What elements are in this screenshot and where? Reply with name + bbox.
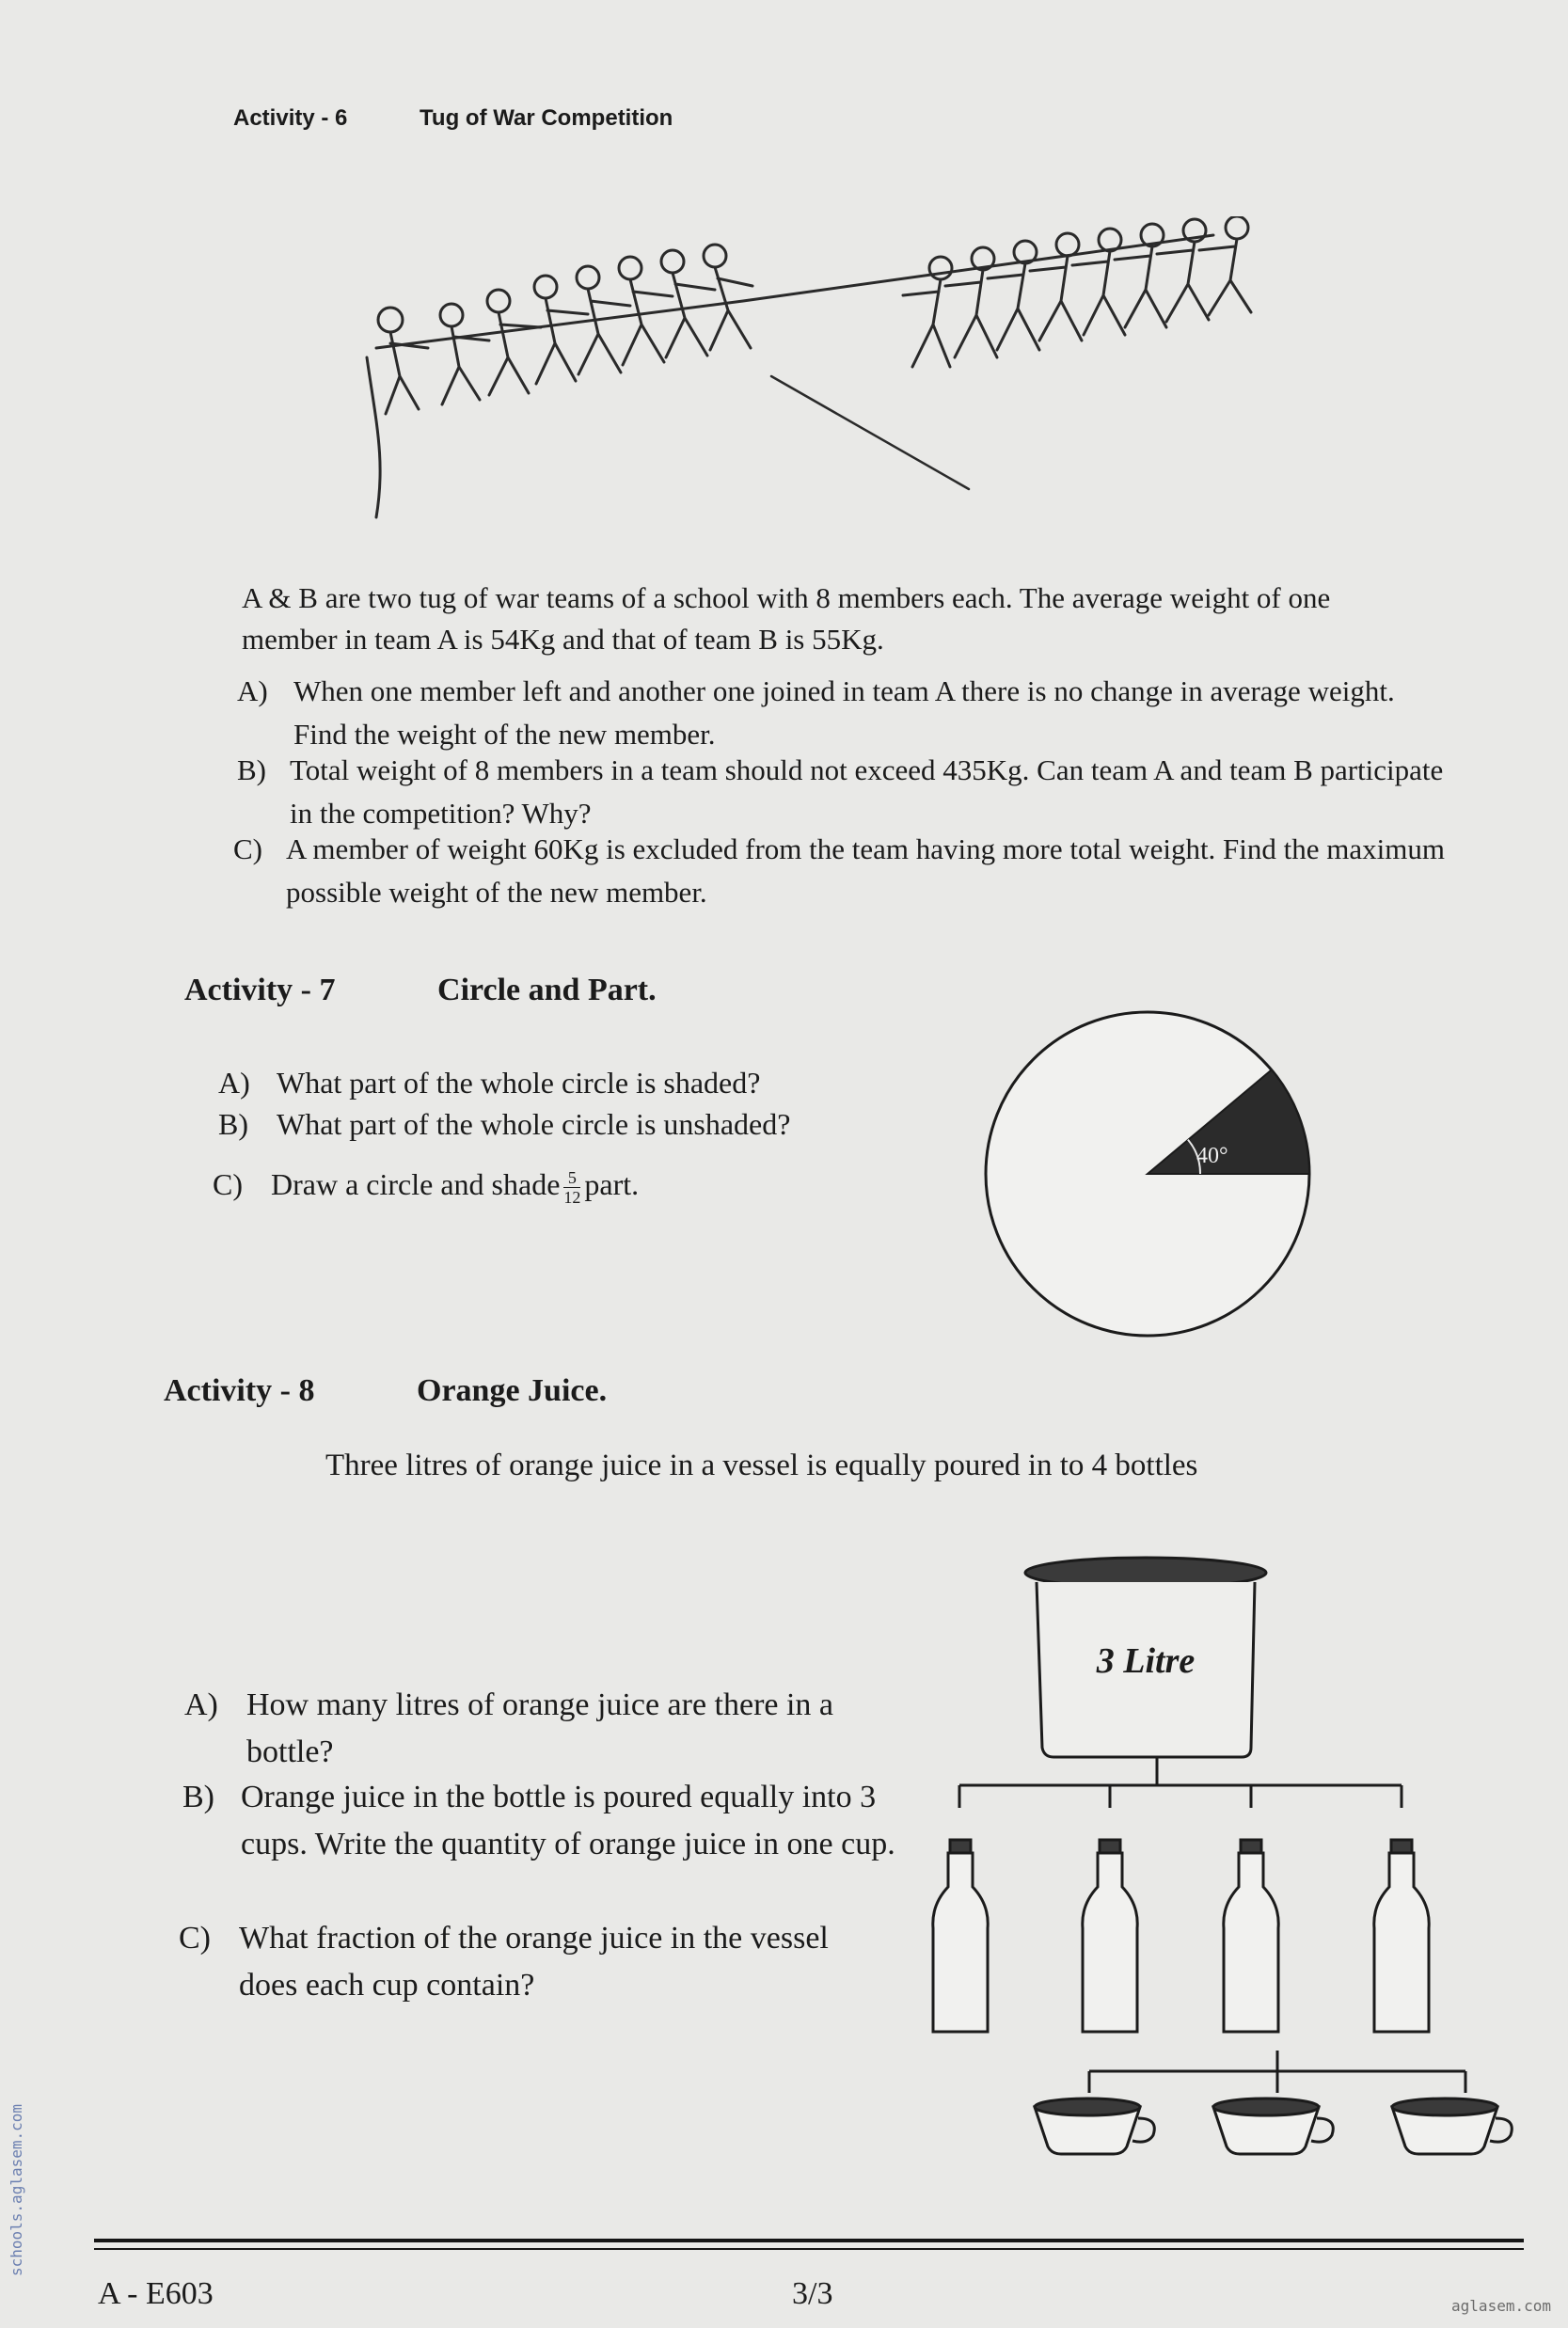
question-label: C) xyxy=(233,832,262,865)
activity-6-intro: A & B are two tug of war teams of a school with 8 members each. The average weight of one member in team A is 54Kg and that of team B is 55Kg. xyxy=(242,581,1331,656)
bottle xyxy=(1224,1840,1278,2032)
team-a-figures xyxy=(378,245,752,414)
question-label: A) xyxy=(184,1687,218,1722)
footer-code: A - E603 xyxy=(98,2276,214,2311)
angle-label: 40° xyxy=(1196,1144,1228,1168)
activity-7-title: Circle and Part. xyxy=(437,973,657,1007)
question-text: How many litres of orange juice are there in a bottle? xyxy=(246,1687,834,1769)
fraction-denominator: 12 xyxy=(563,1188,581,1208)
question-label: A) xyxy=(237,674,268,707)
activity-8-question-a xyxy=(184,1682,918,1776)
footer-page-number: 3/3 xyxy=(792,2276,833,2311)
vessel-label: 3 Litre xyxy=(1096,1641,1196,1681)
question-text: What fraction of the orange juice in the vessel does each cup contain? xyxy=(239,1921,829,2003)
activity-8-question-c xyxy=(179,1915,894,2009)
question-label: C) xyxy=(179,1921,211,1956)
side-watermark: schools.aglasem.com xyxy=(8,2103,25,2276)
question-label: B) xyxy=(237,753,266,786)
activity-6-label: Activity - 6 xyxy=(233,105,348,131)
activity-8-question-b xyxy=(182,1774,916,1868)
activity-8-heading xyxy=(164,1373,607,1409)
cup xyxy=(1213,2098,1333,2154)
activity-6-question-a xyxy=(237,670,1432,756)
question-label: A) xyxy=(218,1066,250,1100)
activity-7-question-a xyxy=(218,1061,933,1104)
question-label: B) xyxy=(218,1107,248,1141)
question-text: When one member left and another one joined in team A there is no change in average weight. Find the weight of the new member. xyxy=(293,674,1395,751)
cup xyxy=(1035,2098,1154,2154)
circle-diagram xyxy=(978,1005,1317,1343)
activity-7-question-c xyxy=(213,1163,927,1207)
activity-8-intro: Three litres of orange juice in a vessel is equally poured in to 4 bottles xyxy=(325,1449,1198,1482)
question-text: Draw a circle and shade xyxy=(271,1167,561,1201)
corner-watermark: aglasem.com xyxy=(1451,2297,1551,2315)
question-text: Orange juice in the bottle is poured equally into 3 cups. Write the quantity of orange juice in one cup. xyxy=(241,1780,895,1861)
orange-juice-diagram xyxy=(922,1543,1524,2182)
fraction xyxy=(563,1168,580,1207)
activity-6-question-b xyxy=(237,749,1450,835)
bottle xyxy=(1083,1840,1137,2032)
question-label: C) xyxy=(213,1167,243,1201)
activity-8-title: Orange Juice. xyxy=(417,1373,608,1408)
question-text: Total weight of 8 members in a team should not exceed 435Kg. Can team A and team B participate in the competition? Why? xyxy=(290,753,1444,830)
question-text: What part of the whole circle is unshaded? xyxy=(277,1107,791,1141)
question-text: What part of the whole circle is shaded? xyxy=(277,1066,761,1100)
bottle xyxy=(933,1840,988,2032)
fraction-numerator: 5 xyxy=(563,1168,580,1188)
footer-rule xyxy=(94,2239,1524,2242)
footer-rule-thin xyxy=(94,2248,1524,2250)
question-label: B) xyxy=(182,1780,214,1814)
activity-6-question-c xyxy=(233,828,1465,914)
activity-6-title: Tug of War Competition xyxy=(420,105,673,131)
cup xyxy=(1392,2098,1512,2154)
activity-7-heading xyxy=(184,973,657,1008)
team-b-figures xyxy=(903,216,1251,367)
activity-8-label: Activity - 8 xyxy=(164,1373,315,1408)
question-text: A member of weight 60Kg is excluded from the team having more total weight. Find the maximum possible weight of the new member. xyxy=(286,832,1445,909)
activity-7-label: Activity - 7 xyxy=(184,973,336,1007)
question-text-after: part. xyxy=(584,1167,640,1201)
tug-of-war-illustration xyxy=(348,216,1279,527)
bottle xyxy=(1374,1840,1429,2032)
activity-6-heading xyxy=(233,105,673,132)
activity-7-question-b xyxy=(218,1102,933,1146)
